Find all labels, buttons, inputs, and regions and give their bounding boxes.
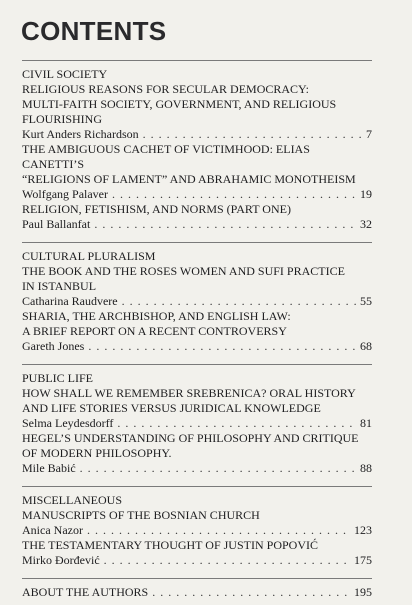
section-cultural-pluralism [22, 249, 372, 354]
author-line [22, 416, 372, 431]
entry-page-number: 55 [360, 294, 372, 308]
entry-title-line: MULTI-FAITH SOCIETY, GOVERNMENT, AND RELIGIOUS [22, 97, 337, 111]
entry-page-number: 68 [360, 339, 372, 353]
toc-entry[interactable] [22, 431, 372, 476]
entry-author: Catharina Raudvere [22, 294, 118, 308]
entry-title-line: MANUSCRIPTS OF THE BOSNIAN CHURCH [22, 508, 260, 522]
entry-title-line: FLOURISHING [22, 112, 103, 126]
section-miscellaneous [22, 493, 372, 568]
divider [22, 60, 372, 61]
entry-title-line: THE BOOK AND THE ROSES WOMEN AND SUFI PRACTICE [22, 264, 345, 278]
dot-leader [152, 585, 350, 600]
divider [22, 364, 372, 365]
entry-title: ABOUT THE AUTHORS [22, 585, 149, 599]
author-line [22, 523, 372, 538]
entry-author: Wolfgang Palaver [22, 187, 109, 201]
toc-entry[interactable] [22, 82, 372, 142]
dot-leader [80, 461, 356, 476]
entry-title-line: RELIGION, FETISHISM, AND NORMS (PART ONE) [22, 202, 291, 216]
entry-title-line: SHARIA, THE ARCHBISHOP, AND ENGLISH LAW: [22, 309, 291, 323]
entry-title-line: HOW SHALL WE REMEMBER SREBRENICA? ORAL HISTORY [22, 386, 356, 400]
entry-page-number: 123 [354, 523, 372, 537]
section-title: MISCELLANEOUS [22, 493, 123, 507]
entry-author: Selma Leydesdorff [22, 416, 114, 430]
dot-leader [94, 217, 356, 232]
entry-page-number: 19 [360, 187, 372, 201]
entry-page-number: 81 [360, 416, 372, 430]
entry-title-line: OF MODERN PHILOSOPHY. [22, 446, 172, 460]
toc-entry[interactable] [22, 142, 372, 202]
divider [22, 486, 372, 487]
author-line [22, 294, 372, 309]
entry-author: Mile Babić [22, 461, 76, 475]
entry-author: Paul Ballanfat [22, 217, 91, 231]
entry-title-line: HEGEL’S UNDERSTANDING OF PHILOSOPHY AND CRITIQUE [22, 431, 359, 445]
page-title: CONTENTS [21, 16, 167, 46]
entry-page-number: 7 [366, 127, 372, 141]
author-line [22, 127, 372, 142]
entry-author: Kurt Anders Richardson [22, 127, 139, 141]
entry-page-number: 175 [354, 553, 372, 567]
section-title: PUBLIC LIFE [22, 371, 94, 385]
toc-entry[interactable] [22, 538, 372, 568]
dot-leader [88, 339, 356, 354]
entry-title-line: “RELIGIONS OF LAMENT” AND ABRAHAMIC MONOTHEISM [22, 172, 356, 186]
entry-title-line: RELIGIOUS REASONS FOR SECULAR DEMOCRACY: [22, 82, 309, 96]
entry-title-line: THE TESTAMENTARY THOUGHT OF JUSTIN POPOVIĆ [22, 538, 318, 552]
dot-leader [117, 416, 356, 431]
entry-title-line: IN ISTANBUL [22, 279, 97, 293]
entry-author: Mirko Đorđević [22, 553, 100, 567]
table-of-contents [22, 60, 372, 600]
author-line [22, 339, 372, 354]
dot-leader [104, 553, 350, 568]
entry-page-number: 195 [354, 585, 372, 599]
section-title: CIVIL SOCIETY [22, 67, 108, 81]
toc-entry[interactable] [22, 508, 372, 538]
toc-entry[interactable] [22, 386, 372, 431]
section-public-life [22, 371, 372, 476]
entry-title-line: AND LIFE STORIES VERSUS JURIDICAL KNOWLEDGE [22, 401, 321, 415]
entry-author: Gareth Jones [22, 339, 85, 353]
section-title: CULTURAL PLURALISM [22, 249, 156, 263]
entry-title-line: THE AMBIGUOUS CACHET OF VICTIMHOOD: ELIAS CANETTI’S [22, 142, 310, 171]
dot-leader [122, 294, 356, 309]
dot-leader [143, 127, 362, 142]
divider [22, 578, 372, 579]
entry-page-number: 32 [360, 217, 372, 231]
dot-leader [112, 187, 356, 202]
author-line [22, 187, 372, 202]
toc-entry[interactable] [22, 309, 372, 354]
divider [22, 242, 372, 243]
author-line [22, 217, 372, 232]
toc-entry-about-authors[interactable] [22, 585, 372, 600]
author-line [22, 553, 372, 568]
section-civil-society [22, 67, 372, 232]
entry-title-line: A BRIEF REPORT ON A RECENT CONTROVERSY [22, 324, 287, 338]
entry-page-number: 88 [360, 461, 372, 475]
toc-entry[interactable] [22, 202, 372, 232]
toc-entry[interactable] [22, 264, 372, 309]
entry-author: Anica Nazor [22, 523, 83, 537]
author-line [22, 461, 372, 476]
dot-leader [87, 523, 350, 538]
